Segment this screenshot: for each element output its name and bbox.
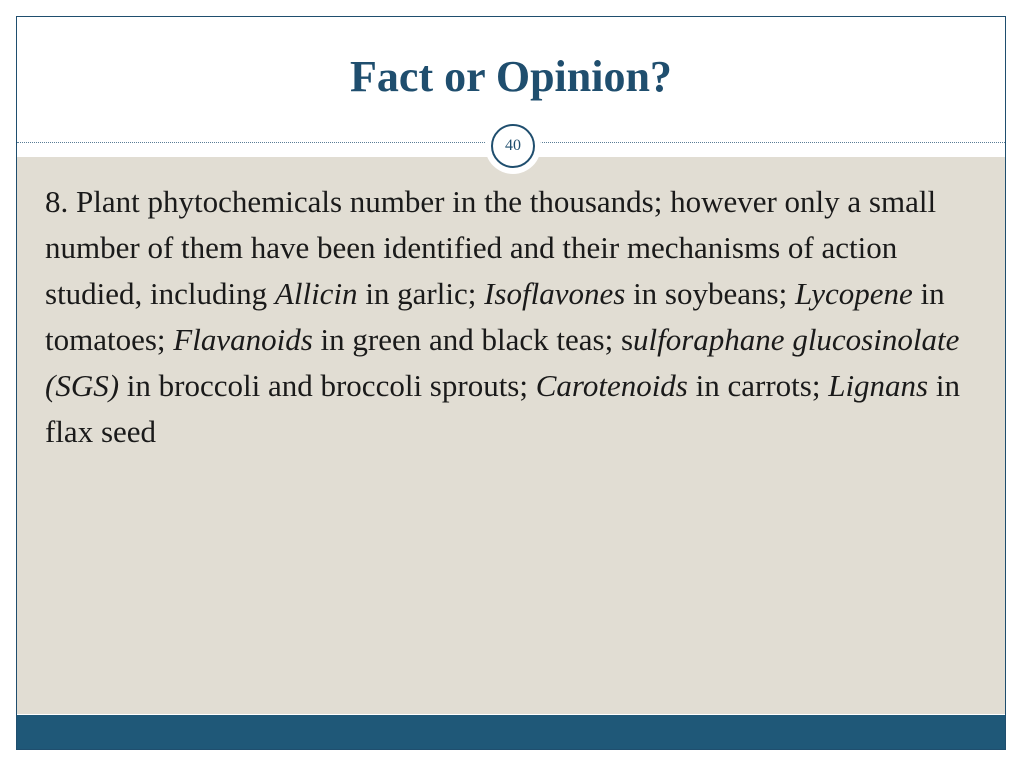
slide-title: Fact or Opinion?	[350, 52, 672, 101]
body-text-run: in broccoli and broccoli sprouts;	[119, 368, 536, 403]
slide-body-text	[45, 179, 990, 455]
body-text-run: in flax seed	[45, 368, 960, 449]
footer-bar	[17, 715, 1005, 750]
body-italic-term: Isoflavones	[484, 276, 626, 311]
body-text-run: in green and black teas; s	[312, 322, 634, 357]
body-text-run: 8. Plant phytochemicals number in the thousands; however only a small number of them have been identified and their mechanisms of action studied, including	[45, 184, 937, 311]
page-number: 40	[491, 124, 535, 168]
body-italic-term: Lignans	[828, 368, 929, 403]
body-text-run: in carrots;	[687, 368, 829, 403]
body-italic-term: Flavanoids	[173, 322, 313, 357]
body-italic-term: Allicin	[274, 276, 358, 311]
body-italic-term: ulforaphane glucosinolate (SGS)	[45, 322, 960, 403]
body-text-run: in garlic;	[357, 276, 485, 311]
body-text-run: in soybeans;	[625, 276, 795, 311]
body-text-run: in tomatoes;	[45, 276, 945, 357]
slide	[16, 16, 1006, 750]
body-italic-term: Carotenoids	[535, 368, 688, 403]
body-italic-term: Lycopene	[794, 276, 913, 311]
page-number-badge	[485, 118, 541, 174]
